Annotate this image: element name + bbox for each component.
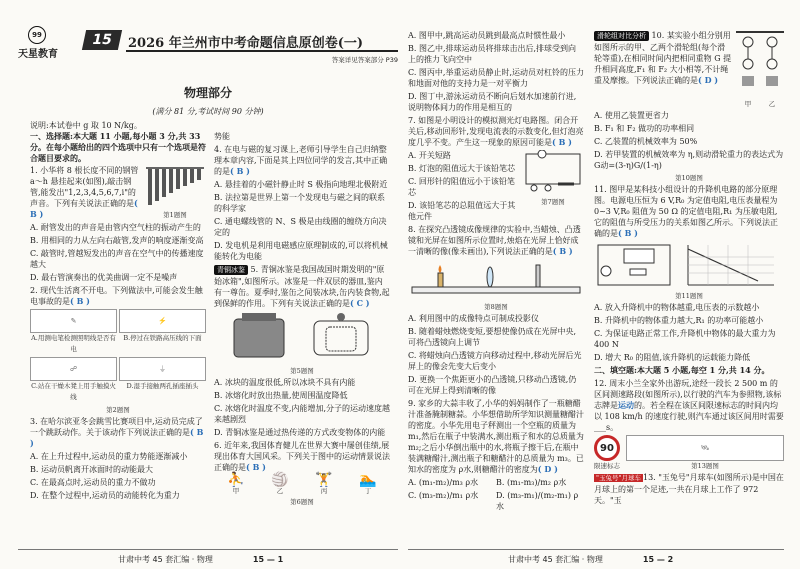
athlete-icon: ⛹ [227,472,245,488]
q4-option-b: B. 法拉第是世界上第一个发现电与磁之间的联系的科学家 [214,193,385,213]
fig13-caption: 第13题图 [691,462,719,470]
figure-1-caption: 第1题图 [163,211,187,219]
q3-option-c: C. 在最高点时,运动员的重力不做功 [30,478,156,487]
logo [18,26,66,58]
figure-2d-caption: D.湿手接触两孔插座插头 [126,382,199,390]
column-3 [408,30,584,514]
q8-option-b: B. 随着蜡烛燃烧变短,要想使像仍成在光屏中央,可将凸透镜向上调节 [408,327,577,347]
q8-option-c: C. 将蜡烛向凸透镜方向移动过程中,移动光屏后光屏上的像会先变大后变小 [408,351,582,371]
q6-option-c: C. 图丙中,举重运动员静止时,运动员对杠铃的压力和地面对他的支持力是一对平衡力 [408,68,585,88]
column-2 [214,131,390,508]
q5-option-d: D. 青铜冰鉴是通过热传递的方式改变物体的内能 [214,428,386,437]
figure-2c: ☍ [30,357,117,381]
answer-note: 答案详见答案部分 P39 [331,56,398,64]
footer-left-text: 甘肃中考 45 套汇编 · 物理 [118,555,213,564]
q10-option-a: A. 使用乙装置更省力 [594,111,669,120]
q8-option-a: A. 利用图中的成像特点可制成投影仪 [408,314,539,323]
figure-5-bronze-ice-vessel [214,311,390,363]
part1-title: 一、选择题:本大题 11 小题,每小题 3 分,共 33 分。在每小题给出的四个选项中只有一个选项是符合题目要求的。 [30,131,206,163]
question-10: 滑轮组对比分析 10. 某实验小组分别用如图所示的甲、乙两个滑轮组(每个滑轮等重),在相同时间内把相同重物 G 提升相同高度,F₁ 和 F₂ 大小相等,不计绳重及摩擦。下列说法正确的是( D ) [594,31,732,85]
q3-option-d: D. 在整个过程中,运动员的动能转化为重力 [30,491,180,500]
answer-5: ( C ) [350,298,370,308]
figure-11-graph [678,241,778,291]
question-12: 12. 周末小兰全家外出游玩,途经一段长 2 500 m 的区间测速路段(如图所示),以行驶的汽车为参照物,该标志牌是运动的。若全程在该区间限速标志的时间内均以 108 km/h 的速度行驶,则汽车通过该区间用时需要___s。 [594,379,784,432]
q10-option-c: C. 乙装置的机械效率为 50% [594,137,698,146]
exam-info: (满分 81 分,考试时间 90 分钟) [152,107,264,116]
answer-6: ( B ) [246,462,266,472]
q5-option-c: C. 冰熔化时温度不变,内能增加,分子的运动速度越来越剧烈 [214,404,391,424]
q1-option-c: C. 敲管时,管越短发出的声音在空气中的传播速度越大 [30,249,204,269]
q5-option-b: B. 冰熔化时放出热量,使周围温度降低 [214,391,348,400]
fig12-caption: 限速标志 [594,462,620,470]
q3-continued: 势能 [214,132,230,141]
question-13: "玉兔号"月球车 13. "玉兔号"月球车(如图所示)是中国在月球上的第一个足迹,一共在月球上工作了 972 天。"玉 [594,473,784,505]
figure-1-steel-pipes [144,165,206,207]
answer-3: ( B ) [30,427,204,448]
figure-7-caption: 第7题图 [541,198,565,206]
figure-11-circuit [594,241,674,291]
question-11: 11. 图甲是某科技小组设计的升降机电路的部分原理图。电源电压恒为 6 V,R₀ 为定值电阻,电压表量程为 0~3 V,R₀ 阻值为 50 Ω 的定值电阻,R₁ 为压敏电阻,它的阻值与所受压力的关系如图乙所示。下列说法正确的是( B ) [594,185,778,238]
figure-10-pulleys [736,30,784,96]
athlete-icon: 🏐 [271,472,289,488]
q1-option-a: A. 耐管发出的声音是由管内空气柱的振动产生的 [30,223,201,232]
answer-2: ( B ) [70,296,90,306]
part2-title: 二、填空题:本大题 5 小题,每空 1 分,共 14 分。 [594,365,770,375]
q7-option-d: D. 该铅笔芯的总阻值远大于其他元件 [408,201,516,221]
figure-5-caption: 第5题图 [290,367,314,375]
figure-10-caption: 第10题图 [675,174,703,182]
figure-6-sports [214,472,390,497]
footer-left-page: 15 — 1 [252,555,284,564]
athlete-icon: 🏋 [315,472,333,488]
figure-2-caption: 第2题图 [106,406,130,414]
q13-tag: "玉兔号"月球车 [596,474,641,482]
answer-7: ( B ) [552,137,572,147]
paper-title: 2026 年兰州市中考命题信息原创卷(一) [128,36,364,51]
footer-right-text: 甘肃中考 45 套汇编 · 物理 [508,555,603,564]
figure-2a-caption: A.用测电笔检测照明线是否有电 [31,334,116,353]
q8-option-d: D. 更换一个焦距更小的凸透镜,只移动凸透镜,仍可在光屏上得到清晰的像 [408,375,577,395]
figure-2a: ✎ [30,309,117,333]
athlete-icon: 🏊 [359,472,377,488]
question-9: 9. 家乡的大蒜丰收了,小华的妈妈制作了一瓶糖醋汁准备腌制糖蒜。小华想借助所学知识测量糖醋汁的密度。小华先用电子秤测出一个空瓶的质量为 m₁,然后在瓶子中装满水,测出瓶子和水的总质量为 m₂;之后小华倒出瓶中的水,将瓶子擦干后,在瓶中装满糖醋汁,测出瓶子和糖醋汁的总质量为 m₃。已知水的密度为 ρ水,则糖醋汁的密度为( D ) [408,399,584,474]
q11-option-c: C. 为保证电路正常工作,升降机中物体的最大重力为 400 N [594,329,776,349]
q10-tag: 滑轮组对比分析 [594,31,649,41]
q7-option-b: B. 灯泡的阻值远大于该铅笔芯 [408,164,515,173]
logo-seal: 99 [28,26,46,44]
q7-option-a: A. 开关短路 [408,151,451,160]
question-5: 青铜冰鉴 5. 青铜冰鉴是我国战国时期发明的"原始冰箱",如图所示。冰鉴是一件双层的器皿,鉴内有一尊缶。夏季时,鉴缶之间装冰块,缶内装食物,起到保鲜的作用。下列有关说法正确的是( C ) [214,265,390,308]
question-2: 2. 现代生活离不开电。下列做法中,可能会发生触电事故的是( B ) [30,286,203,306]
q6-option-b: B. 图乙中,排球运动员将排球击出后,排球受到向上的推力飞向空中 [408,44,577,64]
fig6-label-1: 甲 [232,487,240,495]
footer-right-page: 15 — 2 [642,555,674,564]
section-title: 物理部分 [183,86,232,100]
answer-10: ( D ) [698,75,719,85]
instructions: 说明:本试卷中 g 取 10 N/kg。 [30,121,142,130]
question-7: 7. 如图是小明设计的模拟测光灯电路图。闭合开关后,移动回形针,发现电流表的示数变化,但灯泡亮度几乎不变。产生这一现象的原因可能是( B ) [408,116,584,147]
q1-option-b: B. 用相同的力从左向右敲管,发声的响度逐渐变高 [30,236,204,245]
answer-8: ( B ) [552,246,573,256]
figure-11-caption: 第11题图 [675,292,703,300]
fig6-label-4: 丁 [364,487,372,495]
header [18,30,398,64]
figure-8-optical-bench [408,259,584,299]
footer-right [408,549,784,569]
logo-text: 天星教育 [18,49,58,60]
figure-8-caption: 第8题图 [484,303,508,311]
q6-option-a: A. 图甲中,跳高运动员跳到最高点时惯性最小 [408,31,566,40]
q10-option-b: B. F₁ 和 F₂ 做功的功率相同 [594,124,695,133]
figure-2d: ⏚ [119,357,206,381]
fig6-label-3: 丙 [320,487,328,495]
q3-option-a: A. 在上升过程中,运动员的重力势能逐渐减小 [30,452,188,461]
column-1 [30,165,206,503]
q11-option-a: A. 放入升降机中的物体越重,电压表的示数越小 [594,303,760,312]
q1-option-d: D. 最右管演奏出的优美曲调一定不是噪声 [30,273,178,282]
q3-option-b: B. 运动员帆离开冰面时的动能最大 [30,465,153,474]
q7-option-c: C. 回形针的阻值远小于该铅笔芯 [408,177,515,197]
q9-option-a: A. (m₁-m₂)/m₃ ρ水 [408,478,479,487]
fig6-label-2: 乙 [276,487,284,495]
q4-option-c: C. 通电螺线管的 N、S 极是由线圈的缠绕方向决定的 [214,217,387,237]
q10-option-d: D. 若甲装置的机械效率为 η,则动滑轮重力的表达式为 G动=(3-η)G/(1-η) [594,150,784,170]
figure-13-rover: 🛰 [626,435,784,461]
q4-option-d: D. 发电机是利用电磁感应原理制成的,可以将机械能转化为电能 [214,241,388,261]
question-1: 1. 小华将 8 根长度不同的钢管 a～h 悬挂起来(如图),敲击钢管,能发出"1,2,3,4,5,6,7,i"的声音。下列有关说法正确的是( B ) [30,166,139,219]
q11-option-b: B. 升降机中的物体重力越大,R₁ 的功率可能越小 [594,316,764,325]
answer-11: ( B ) [618,228,638,238]
fig10-label-b: 乙 [768,100,776,108]
paper-number: 15 [82,30,122,50]
q6-option-d: D. 图丁中,游泳运动员不断向后划水加速前行进,说明物体间力的作用是相互的 [408,92,577,112]
q12-fill-1: 运动 [618,400,634,410]
q4-option-a: A. 悬挂着的小磁针静止时 S 极指向地理北极附近 [214,180,388,189]
figure-2c-caption: C.站在干燥木凳上用手触摸火线 [31,382,116,401]
question-4: 4. 在电与磁的复习课上,老师引导学生自己归纳整理本章内容,下面是其上四位同学的发言,其中正确的是( B ) [214,145,388,176]
q11-option-d: D. 增大 R₀ 的阻值,该升降机的运载能力降低 [594,353,751,362]
question-8: 8. 在探究凸透镜成像规律的实验中,当蜡烛、凸透镜和光屏在如图所示位置时,烛焰在光屏上恰好成一清晰的像(像未画出),下列说法正确的是( B ) [408,225,581,256]
fig10-label-a: 甲 [744,100,752,108]
figure-2-grid [30,309,206,403]
answer-1: ( B ) [30,198,138,219]
question-6: 6. 近年来,我国体育健儿在世界大赛中屡创佳绩,展现出体育大国风采。下列关于图中的运动情景说法正确的是( B ) [214,441,390,472]
question-3: 3. 在哈尔滨亚冬会跳雪比赛项目中,运动员完成了一个跳跃动作。关于该动作下列说法正确的是( B ) [30,417,204,448]
q9-option-d: D. (m₃-m₁)/(m₂-m₁) ρ水 [496,491,579,511]
q5-tag: 青铜冰鉴 [214,265,248,275]
column-4 [594,30,784,508]
footer-left [18,549,398,569]
answer-4: ( B ) [230,166,250,176]
q9-option-c: C. (m₃-m₂)/m₁ ρ水 [408,491,479,500]
figure-7-circuit [522,150,584,194]
answer-9: ( D ) [537,464,558,474]
q5-option-a: A. 冰块的温度很低,所以冰块不具有内能 [214,378,356,387]
figure-2b: ⚡ [119,309,206,333]
speed-limit-sign: 90 [594,435,620,461]
figure-2b-caption: B.停过在铁路高压线的下面 [123,334,202,342]
figure-6-caption: 第6题图 [290,498,314,506]
q9-option-b: B. (m₁-m₃)/m₂ ρ水 [496,478,567,487]
